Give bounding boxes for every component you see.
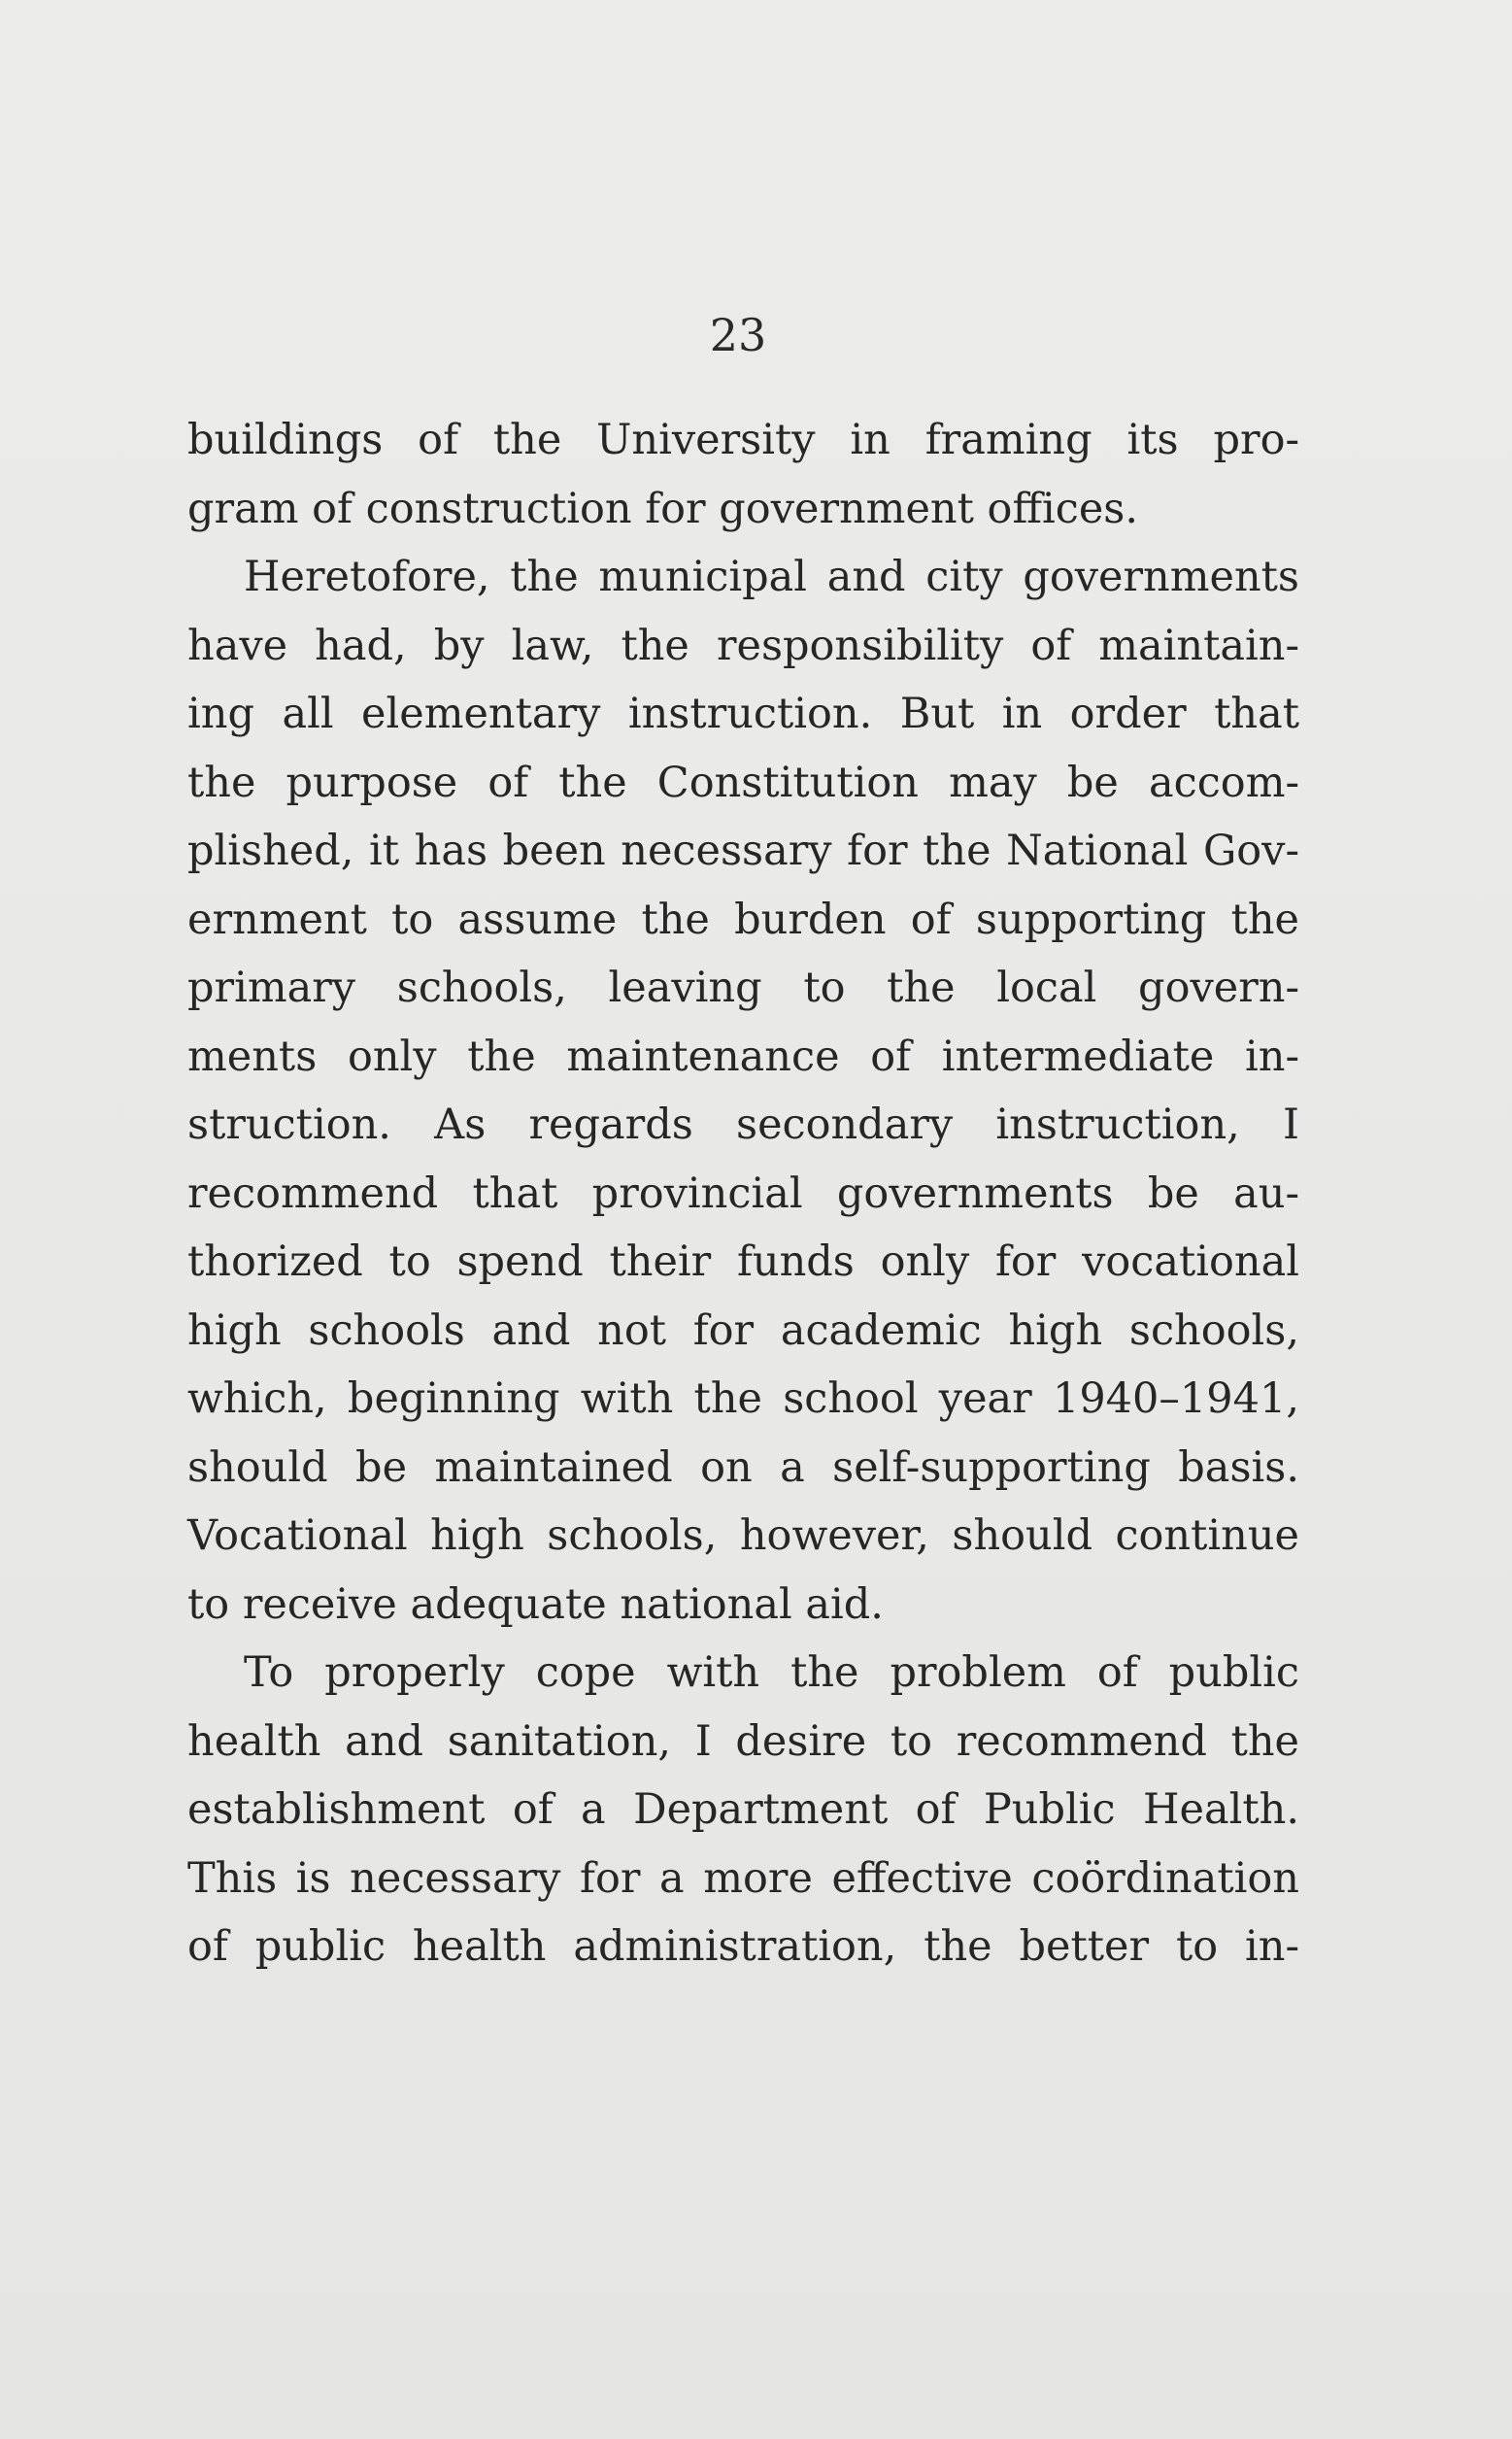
text-line: To properly cope with the problem of public — [244, 1648, 1299, 1697]
text-line: buildings of the University in framing its pro- — [187, 416, 1299, 464]
body-text — [187, 406, 1299, 1982]
text-line: establishment of a Department of Public Health. — [187, 1785, 1299, 1834]
text-line: high schools and not for academic high schools, — [187, 1305, 1299, 1355]
text-line: ernment to assume the burden of supporting the — [187, 895, 1299, 944]
page-number: 23 — [709, 309, 767, 361]
text-line: of public health administration, the better to in- — [187, 1922, 1299, 1971]
text-line: should be maintained on a self-supporting basis. — [187, 1442, 1299, 1492]
text-line: gram of construction for government offices. — [187, 484, 1139, 533]
text-line: to receive adequate national aid. — [187, 1579, 884, 1629]
text-line: ing all elementary instruction. But in order that — [187, 690, 1299, 738]
paragraph — [187, 406, 1299, 543]
text-line: have had, by law, the responsibility of maintain- — [187, 621, 1299, 670]
text-line: struction. As regards secondary instruction, I — [187, 1101, 1299, 1149]
paragraph — [187, 1639, 1299, 1982]
text-line: plished, it has been necessary for the National Gov- — [187, 827, 1299, 875]
text-line: which, beginning with the school year 1940–1941, — [187, 1374, 1299, 1423]
text-line: Vocational high schools, however, should continue — [187, 1511, 1299, 1560]
text-line: primary schools, leaving to the local govern- — [187, 964, 1299, 1012]
paragraph — [187, 543, 1299, 1639]
text-line: This is necessary for a more effective coördination — [187, 1853, 1299, 1903]
text-line: ments only the maintenance of intermediate in- — [187, 1032, 1299, 1081]
text-line: health and sanitation, I desire to recommend the — [187, 1716, 1299, 1766]
text-line: the purpose of the Constitution may be accom- — [187, 758, 1299, 807]
text-line: Heretofore, the municipal and city governments — [244, 553, 1299, 601]
text-line: recommend that provincial governments be au- — [187, 1169, 1299, 1218]
text-line: thorized to spend their funds only for vocational — [187, 1237, 1299, 1286]
